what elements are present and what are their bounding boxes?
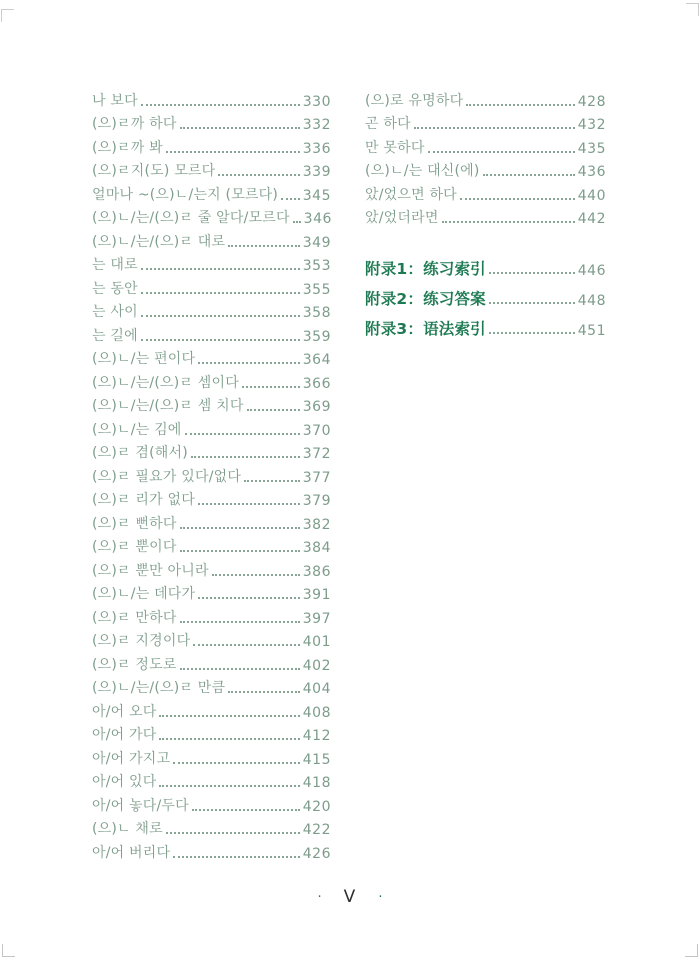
- toc-entry: [92, 133, 331, 157]
- toc-entry-label: (으)ㄴ/는 김에: [92, 421, 182, 438]
- toc-entry: [365, 180, 606, 204]
- toc-entry-page: 440: [577, 187, 606, 204]
- toc-entry-page: 402: [302, 657, 331, 674]
- dotted-leader: [281, 198, 300, 200]
- toc-entry-label: 나 보다: [92, 92, 138, 109]
- toc-right-column: [365, 86, 606, 862]
- toc-entry-label: (으)ㄴ/는/(으)ㄹ 셈 치다: [92, 398, 244, 414]
- toc-entry-page: 418: [302, 775, 331, 791]
- dotted-leader: [198, 362, 300, 364]
- scan-corner-mark-bottom-left: [2, 944, 15, 957]
- toc-entry: [92, 86, 331, 110]
- toc-entry: [365, 249, 606, 279]
- toc-entry: [92, 721, 331, 745]
- toc-entry-page: 420: [302, 798, 331, 815]
- dotted-leader: [218, 174, 299, 176]
- toc-entry-label: (으)ㄹ 지경이다: [92, 633, 191, 649]
- dotted-leader: [159, 785, 299, 787]
- dotted-leader: [173, 856, 300, 858]
- toc-entry-label: (으)ㄹ 뻔하다: [92, 515, 177, 532]
- toc-entry-label: (으)ㄴ/는/(으)ㄹ 줄 알다/모르다: [92, 210, 290, 226]
- toc-entry-page: 377: [302, 469, 331, 486]
- toc-entry: [92, 251, 331, 275]
- toc-entry-page: 369: [302, 399, 331, 415]
- toc-entry: [92, 368, 331, 392]
- toc-appendix-section: [365, 249, 606, 339]
- toc-entry: [92, 392, 331, 416]
- dotted-leader: [228, 245, 300, 247]
- dotted-leader: [192, 809, 300, 811]
- page-footer: [0, 889, 700, 906]
- toc-entry: [92, 439, 331, 463]
- dotted-leader: [428, 151, 575, 153]
- dotted-leader: [198, 503, 300, 505]
- toc-entry-label: (으)ㄹ 필요가 있다/없다: [92, 468, 242, 485]
- dotted-leader: [180, 550, 300, 552]
- toc-entry: [92, 674, 331, 698]
- appendix-spacer: [365, 227, 606, 249]
- toc-entry-page: 346: [303, 211, 332, 227]
- dotted-leader: [244, 480, 300, 482]
- toc-entry-label: 아/어 가다: [92, 727, 157, 743]
- dotted-leader: [141, 292, 300, 294]
- toc-entry-label: (으)ㄹ 리가 없다: [92, 492, 195, 508]
- toc-entry: [365, 204, 606, 228]
- toc-entry: [92, 556, 331, 580]
- dotted-leader: [489, 332, 575, 334]
- toc-left-column: [92, 86, 331, 862]
- toc-entry-page: 446: [577, 263, 606, 279]
- toc-entry: [365, 157, 606, 181]
- toc-entry-label: (으)ㄹ까 봐: [92, 139, 163, 156]
- dotted-leader: [180, 527, 300, 529]
- dotted-leader: [228, 691, 300, 693]
- toc-entry-page: 422: [302, 822, 331, 838]
- toc-entry-page: 397: [302, 610, 331, 627]
- toc-entry-label: (으)ㄹ 뿐이다: [92, 539, 177, 555]
- toc-entry-page: 339: [302, 164, 331, 180]
- toc-entry-page: 359: [302, 328, 331, 345]
- page-number: V: [343, 887, 357, 907]
- toc-entry-page: 372: [302, 446, 331, 462]
- toc-entry: [92, 180, 331, 204]
- dotted-leader: [159, 738, 299, 740]
- toc-entry: [92, 462, 331, 486]
- toc-entry: [92, 345, 331, 369]
- dotted-leader: [198, 597, 300, 599]
- toc-entry-page: 382: [302, 516, 331, 533]
- toc-entry-label: 아/어 오다: [92, 703, 157, 720]
- toc-entry-label: (으)로 유명하다: [365, 92, 464, 109]
- toc-entry: [92, 838, 331, 862]
- toc-entry-label: 아/어 가지고: [92, 750, 171, 767]
- toc-entry-label: (으)ㄴ/는 데다가: [92, 586, 196, 602]
- toc-entry-page: 436: [577, 164, 606, 180]
- toc-entry-page: 412: [302, 728, 331, 744]
- toc-entry-page: 408: [302, 704, 331, 721]
- toc-entry: [92, 533, 331, 557]
- toc-entry-label: 았/었더라면: [365, 210, 439, 226]
- toc-entry-page: 435: [577, 140, 606, 157]
- toc-entry-label: 얼마나 ~(으)ㄴ/는지 (모르다): [92, 186, 279, 203]
- toc-entry-page: 428: [577, 93, 606, 110]
- toc-entry: [92, 815, 331, 839]
- toc-entry-label: (으)ㄹ까 하다: [92, 116, 177, 132]
- toc-entry-page: 432: [577, 117, 606, 133]
- toc-entry: [92, 509, 331, 533]
- toc-entry-page: 401: [302, 634, 331, 650]
- toc-entry-page: 345: [302, 187, 331, 204]
- dotted-leader: [489, 302, 575, 304]
- toc-entry-label: (으)ㄴ 채로: [92, 821, 163, 837]
- toc-entry: [365, 110, 606, 134]
- dotted-leader: [159, 715, 299, 717]
- toc-entry-label: 附录1：练习索引: [365, 260, 486, 278]
- toc-entry: [92, 321, 331, 345]
- toc-entry-page: 370: [302, 422, 331, 439]
- toc-entry-label: 았/었으면 하다: [365, 186, 457, 203]
- toc-entry-page: 355: [302, 281, 331, 298]
- toc-entry: [92, 603, 331, 627]
- toc-entry-label: 는 동안: [92, 280, 138, 297]
- toc-entry-page: 366: [302, 375, 331, 392]
- toc-entry: [92, 768, 331, 792]
- dotted-leader: [141, 339, 300, 341]
- toc-entry: [92, 580, 331, 604]
- dotted-leader: [242, 386, 300, 388]
- toc-entry-page: 391: [302, 587, 331, 603]
- toc-entry-page: 349: [302, 234, 331, 251]
- toc-entry-label: 는 길에: [92, 327, 138, 344]
- toc-entry: [92, 744, 331, 768]
- dotted-leader: [414, 127, 575, 129]
- toc-entry-label: (으)ㄹ 뿐만 아니라: [92, 562, 209, 579]
- toc-entry-page: 426: [302, 845, 331, 862]
- footer-left-dot: ·: [317, 890, 322, 905]
- toc-entry-page: 386: [302, 563, 331, 580]
- toc-entry-label: 아/어 놓다/두다: [92, 797, 189, 814]
- toc-entry-page: 353: [302, 258, 331, 274]
- dotted-leader: [180, 621, 300, 623]
- toc-entry-label: 만 못하다: [365, 139, 425, 156]
- toc-entry-page: 364: [302, 352, 331, 368]
- toc-entry-label: 附录3：语法索引: [365, 320, 486, 338]
- toc-entry-page: 332: [302, 117, 331, 133]
- toc-entry-page: 448: [577, 293, 606, 309]
- dotted-leader: [193, 644, 299, 646]
- toc-entry: [92, 650, 331, 674]
- dotted-leader: [141, 268, 300, 270]
- dotted-leader: [442, 221, 575, 223]
- toc-entry-label: (으)ㄴ/는/(으)ㄹ 셈이다: [92, 374, 239, 391]
- toc-entry-label: 곤 하다: [365, 116, 411, 132]
- toc-entry-page: 379: [302, 493, 331, 509]
- toc-entry-label: 아/어 있다: [92, 774, 157, 790]
- dotted-leader: [180, 127, 300, 129]
- dotted-leader: [141, 104, 300, 106]
- toc-entry: [92, 274, 331, 298]
- toc-entry-page: 442: [577, 211, 606, 227]
- dotted-leader: [212, 574, 300, 576]
- toc-entry-label: (으)ㄹ 만하다: [92, 609, 177, 626]
- toc-entry: [92, 110, 331, 134]
- toc-entry-label: (으)ㄴ/는/(으)ㄹ 만큼: [92, 680, 226, 696]
- toc-entry: [92, 791, 331, 815]
- toc-entry-page: 358: [302, 305, 331, 321]
- toc-entry-label: (으)ㄹ 겸(해서): [92, 445, 188, 461]
- toc-entry-page: 336: [302, 140, 331, 157]
- toc-entry-page: 415: [302, 751, 331, 768]
- dotted-leader: [466, 104, 574, 106]
- toc-entry: [92, 697, 331, 721]
- dotted-leader: [141, 315, 300, 317]
- toc-entry-label: (으)ㄴ/는 대신(에): [365, 163, 480, 179]
- toc-entry-label: 는 대로: [92, 257, 138, 273]
- toc-entry: [365, 133, 606, 157]
- toc-entry-page: 384: [302, 540, 331, 556]
- toc-entry-label: 아/어 버리다: [92, 844, 171, 861]
- toc-entry-label: 附录2：练习答案: [365, 290, 486, 308]
- toc-entry: [92, 227, 331, 251]
- table-of-contents: [92, 86, 606, 862]
- dotted-leader: [460, 198, 575, 200]
- dotted-leader: [166, 832, 300, 834]
- toc-entry: [92, 627, 331, 651]
- toc-entry-label: (으)ㄴ/는 편이다: [92, 351, 196, 367]
- dotted-leader: [489, 272, 575, 274]
- scan-corner-mark-bottom-right: [685, 944, 698, 957]
- toc-right-entries: [365, 86, 606, 227]
- dotted-leader: [173, 762, 300, 764]
- dotted-leader: [185, 433, 300, 435]
- dotted-leader: [180, 668, 300, 670]
- scan-corner-mark-top-left: [1, 9, 14, 22]
- toc-entry: [92, 204, 331, 228]
- dotted-leader: [293, 221, 301, 223]
- dotted-leader: [247, 409, 300, 411]
- footer-right-dot: ·: [378, 890, 383, 905]
- toc-entry-label: (으)ㄴ/는/(으)ㄹ 대로: [92, 233, 226, 250]
- toc-entry-page: 451: [577, 323, 606, 339]
- dotted-leader: [483, 174, 575, 176]
- toc-entry-page: 404: [302, 681, 331, 697]
- toc-entry: [365, 309, 606, 339]
- toc-entry-page: 330: [302, 93, 331, 110]
- toc-entry: [365, 279, 606, 309]
- toc-entry: [365, 86, 606, 110]
- dotted-leader: [191, 456, 300, 458]
- toc-entry-label: (으)ㄹ지(도) 모르다: [92, 163, 216, 179]
- scan-corner-mark-top-right: [686, 3, 699, 16]
- toc-entry-label: (으)ㄹ 정도로: [92, 656, 177, 673]
- toc-entry-label: 는 사이: [92, 304, 138, 320]
- dotted-leader: [166, 151, 300, 153]
- toc-entry: [92, 157, 331, 181]
- toc-entry: [92, 486, 331, 510]
- toc-entry: [92, 415, 331, 439]
- toc-entry: [92, 298, 331, 322]
